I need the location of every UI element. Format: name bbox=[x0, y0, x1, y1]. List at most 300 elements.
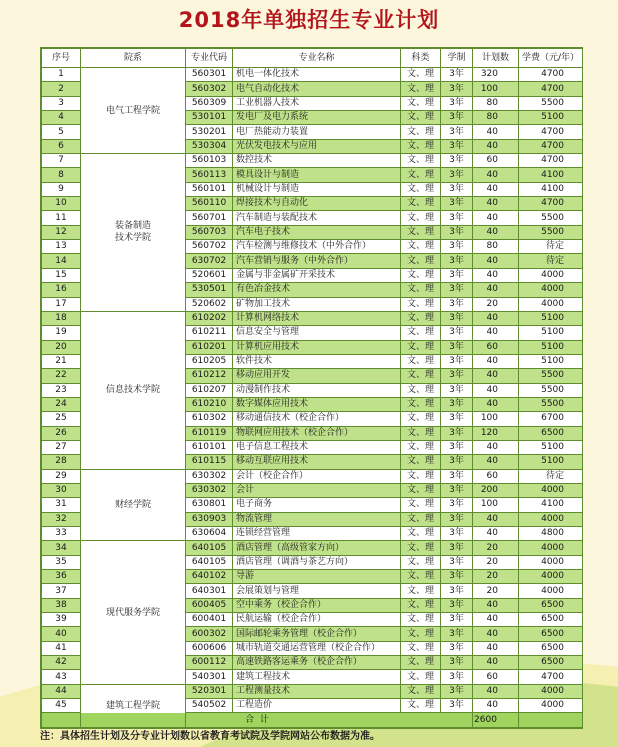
tuition-fee: 6500 bbox=[519, 627, 583, 641]
plan-count: 40 bbox=[473, 656, 519, 670]
plan-count: 40 bbox=[473, 139, 519, 153]
major-code: 560103 bbox=[186, 154, 233, 168]
plan-count: 100 bbox=[473, 82, 519, 96]
major-name: 信息安全与管理 bbox=[233, 326, 401, 340]
study-years: 3年 bbox=[441, 326, 473, 340]
major-code: 630604 bbox=[186, 527, 233, 541]
row-no: 27 bbox=[42, 440, 81, 454]
major-code: 600302 bbox=[186, 627, 233, 641]
row-no: 34 bbox=[42, 541, 81, 555]
major-code: 560702 bbox=[186, 240, 233, 254]
subject-type: 文、理 bbox=[401, 455, 441, 469]
row-no: 3 bbox=[42, 96, 81, 110]
major-code: 610210 bbox=[186, 397, 233, 411]
study-years: 3年 bbox=[441, 168, 473, 182]
subject-type: 文、理 bbox=[401, 541, 441, 555]
major-name: 工程测量技术 bbox=[233, 684, 401, 698]
major-name: 导游 bbox=[233, 570, 401, 584]
row-no: 8 bbox=[42, 168, 81, 182]
plan-count: 40 bbox=[473, 225, 519, 239]
major-code: 610211 bbox=[186, 326, 233, 340]
row-no: 1 bbox=[42, 68, 81, 82]
subject-type: 文、理 bbox=[401, 340, 441, 354]
plan-count: 60 bbox=[473, 154, 519, 168]
major-name: 连锁经营管理 bbox=[233, 527, 401, 541]
tuition-fee: 6700 bbox=[519, 412, 583, 426]
row-no: 23 bbox=[42, 383, 81, 397]
major-code: 560113 bbox=[186, 168, 233, 182]
table-row bbox=[42, 311, 583, 325]
plan-count: 40 bbox=[473, 369, 519, 383]
study-years: 3年 bbox=[441, 541, 473, 555]
major-name: 汽车检测与维修技术（中外合作） bbox=[233, 240, 401, 254]
row-no: 10 bbox=[42, 197, 81, 211]
subject-type: 文、理 bbox=[401, 225, 441, 239]
major-code: 630302 bbox=[186, 469, 233, 483]
college-name: 电气工程学院 bbox=[81, 68, 186, 154]
row-no: 4 bbox=[42, 111, 81, 125]
major-code: 610202 bbox=[186, 311, 233, 325]
study-years: 3年 bbox=[441, 598, 473, 612]
tuition-fee: 4000 bbox=[519, 684, 583, 698]
major-code: 540301 bbox=[186, 670, 233, 684]
row-no: 21 bbox=[42, 354, 81, 368]
major-name: 电子商务 bbox=[233, 498, 401, 512]
header-fee: 学费（元/年） bbox=[519, 49, 583, 68]
plan-count: 40 bbox=[473, 527, 519, 541]
row-no: 22 bbox=[42, 369, 81, 383]
study-years: 3年 bbox=[441, 68, 473, 82]
major-name: 酒店管理（高级管家方向） bbox=[233, 541, 401, 555]
subject-type: 文、理 bbox=[401, 627, 441, 641]
study-years: 3年 bbox=[441, 684, 473, 698]
plan-count: 40 bbox=[473, 197, 519, 211]
subject-type: 文、理 bbox=[401, 125, 441, 139]
row-no: 17 bbox=[42, 297, 81, 311]
major-name: 工业机器人技术 bbox=[233, 96, 401, 110]
study-years: 3年 bbox=[441, 369, 473, 383]
row-no: 13 bbox=[42, 240, 81, 254]
plan-count: 40 bbox=[473, 182, 519, 196]
subject-type: 文、理 bbox=[401, 254, 441, 268]
major-code: 610205 bbox=[186, 354, 233, 368]
subject-type: 文、理 bbox=[401, 555, 441, 569]
major-name: 机械设计与制造 bbox=[233, 182, 401, 196]
college-name: 建筑工程学院 bbox=[81, 684, 186, 727]
study-years: 3年 bbox=[441, 82, 473, 96]
row-no: 41 bbox=[42, 641, 81, 655]
subject-type: 文、理 bbox=[401, 354, 441, 368]
total-label: 合 计 bbox=[42, 713, 473, 727]
row-no: 36 bbox=[42, 570, 81, 584]
major-code: 520601 bbox=[186, 268, 233, 282]
total-row bbox=[42, 713, 583, 727]
major-name: 数字媒体应用技术 bbox=[233, 397, 401, 411]
plan-count: 80 bbox=[473, 240, 519, 254]
subject-type: 文、理 bbox=[401, 498, 441, 512]
study-years: 3年 bbox=[441, 527, 473, 541]
major-code: 610212 bbox=[186, 369, 233, 383]
tuition-fee: 4700 bbox=[519, 197, 583, 211]
major-name: 工程造价 bbox=[233, 699, 401, 713]
tuition-fee: 4000 bbox=[519, 584, 583, 598]
major-name: 民航运输（校企合作） bbox=[233, 613, 401, 627]
plan-count: 40 bbox=[473, 168, 519, 182]
study-years: 3年 bbox=[441, 254, 473, 268]
subject-type: 文、理 bbox=[401, 598, 441, 612]
major-name: 数控技术 bbox=[233, 154, 401, 168]
plan-count: 20 bbox=[473, 297, 519, 311]
tuition-fee: 4000 bbox=[519, 283, 583, 297]
tuition-fee: 4000 bbox=[519, 512, 583, 526]
row-no: 19 bbox=[42, 326, 81, 340]
major-name: 移动应用开发 bbox=[233, 369, 401, 383]
plan-count: 40 bbox=[473, 311, 519, 325]
subject-type: 文、理 bbox=[401, 240, 441, 254]
tuition-fee: 4700 bbox=[519, 82, 583, 96]
study-years: 3年 bbox=[441, 154, 473, 168]
plan-count: 320 bbox=[473, 68, 519, 82]
subject-type: 文、理 bbox=[401, 211, 441, 225]
tuition-fee: 5100 bbox=[519, 311, 583, 325]
major-name: 电厂热能动力装置 bbox=[233, 125, 401, 139]
row-no: 16 bbox=[42, 283, 81, 297]
major-name: 酒店管理（调酒与茶艺方向） bbox=[233, 555, 401, 569]
tuition-fee: 5500 bbox=[519, 96, 583, 110]
subject-type: 文、理 bbox=[401, 684, 441, 698]
row-no: 30 bbox=[42, 483, 81, 497]
major-name: 电气自动化技术 bbox=[233, 82, 401, 96]
college-name: 信息技术学院 bbox=[81, 311, 186, 469]
major-code: 560701 bbox=[186, 211, 233, 225]
subject-type: 文、理 bbox=[401, 641, 441, 655]
major-name: 矿物加工技术 bbox=[233, 297, 401, 311]
tuition-fee: 5100 bbox=[519, 455, 583, 469]
college-name: 现代服务学院 bbox=[81, 541, 186, 684]
study-years: 3年 bbox=[441, 268, 473, 282]
major-name: 建筑工程技术 bbox=[233, 670, 401, 684]
header-plan: 计划数 bbox=[473, 49, 519, 68]
plan-count: 40 bbox=[473, 397, 519, 411]
study-years: 3年 bbox=[441, 440, 473, 454]
row-no: 2 bbox=[42, 82, 81, 96]
subject-type: 文、理 bbox=[401, 68, 441, 82]
major-code: 520301 bbox=[186, 684, 233, 698]
major-code: 640102 bbox=[186, 570, 233, 584]
study-years: 3年 bbox=[441, 570, 473, 584]
page-title: 2018年单独招生专业计划 bbox=[178, 8, 440, 32]
major-code: 560309 bbox=[186, 96, 233, 110]
tuition-fee: 待定 bbox=[519, 254, 583, 268]
major-name: 机电一体化技术 bbox=[233, 68, 401, 82]
plan-count: 40 bbox=[473, 326, 519, 340]
plan-count: 100 bbox=[473, 498, 519, 512]
study-years: 3年 bbox=[441, 455, 473, 469]
table-row bbox=[42, 68, 583, 82]
major-name: 移动通信技术（校企合作） bbox=[233, 412, 401, 426]
tuition-fee: 5500 bbox=[519, 211, 583, 225]
row-no: 14 bbox=[42, 254, 81, 268]
study-years: 3年 bbox=[441, 641, 473, 655]
row-no: 24 bbox=[42, 397, 81, 411]
plan-count: 40 bbox=[473, 512, 519, 526]
table-body bbox=[42, 68, 583, 728]
plan-count: 60 bbox=[473, 670, 519, 684]
row-no: 31 bbox=[42, 498, 81, 512]
tuition-fee: 4000 bbox=[519, 483, 583, 497]
major-name: 会展策划与管理 bbox=[233, 584, 401, 598]
study-years: 3年 bbox=[441, 354, 473, 368]
study-years: 3年 bbox=[441, 656, 473, 670]
plan-count: 40 bbox=[473, 455, 519, 469]
tuition-fee: 6500 bbox=[519, 613, 583, 627]
major-code: 600606 bbox=[186, 641, 233, 655]
subject-type: 文、理 bbox=[401, 383, 441, 397]
tuition-fee: 5100 bbox=[519, 340, 583, 354]
study-years: 3年 bbox=[441, 426, 473, 440]
row-no: 32 bbox=[42, 512, 81, 526]
subject-type: 文、理 bbox=[401, 483, 441, 497]
tuition-fee: 4000 bbox=[519, 268, 583, 282]
major-code: 560301 bbox=[186, 68, 233, 82]
plan-count: 40 bbox=[473, 699, 519, 713]
major-code: 530304 bbox=[186, 139, 233, 153]
subject-type: 文、理 bbox=[401, 139, 441, 153]
major-name: 物联网应用技术（校企合作） bbox=[233, 426, 401, 440]
major-name: 汽车电子技术 bbox=[233, 225, 401, 239]
tuition-fee: 4700 bbox=[519, 68, 583, 82]
major-name: 高速铁路客运乘务（校企合作） bbox=[233, 656, 401, 670]
study-years: 3年 bbox=[441, 383, 473, 397]
subject-type: 文、理 bbox=[401, 412, 441, 426]
plan-count: 40 bbox=[473, 354, 519, 368]
study-years: 3年 bbox=[441, 225, 473, 239]
major-code: 630302 bbox=[186, 483, 233, 497]
total-plan: 2600 bbox=[473, 713, 519, 727]
college-name: 财经学院 bbox=[81, 469, 186, 541]
plan-count: 60 bbox=[473, 340, 519, 354]
subject-type: 文、理 bbox=[401, 397, 441, 411]
enrollment-plan-table bbox=[41, 48, 583, 728]
table-row bbox=[42, 541, 583, 555]
subject-type: 文、理 bbox=[401, 154, 441, 168]
subject-type: 文、理 bbox=[401, 670, 441, 684]
study-years: 3年 bbox=[441, 699, 473, 713]
major-code: 600401 bbox=[186, 613, 233, 627]
row-no: 20 bbox=[42, 340, 81, 354]
subject-type: 文、理 bbox=[401, 512, 441, 526]
subject-type: 文、理 bbox=[401, 168, 441, 182]
tuition-fee: 5100 bbox=[519, 354, 583, 368]
study-years: 3年 bbox=[441, 125, 473, 139]
plan-count: 40 bbox=[473, 613, 519, 627]
table-header-row bbox=[42, 49, 583, 68]
tuition-fee: 5500 bbox=[519, 225, 583, 239]
row-no: 40 bbox=[42, 627, 81, 641]
row-no: 29 bbox=[42, 469, 81, 483]
plan-count: 40 bbox=[473, 125, 519, 139]
row-no: 5 bbox=[42, 125, 81, 139]
study-years: 3年 bbox=[441, 240, 473, 254]
study-years: 3年 bbox=[441, 555, 473, 569]
tuition-fee: 5100 bbox=[519, 326, 583, 340]
subject-type: 文、理 bbox=[401, 613, 441, 627]
header-years: 学制 bbox=[441, 49, 473, 68]
subject-type: 文、理 bbox=[401, 182, 441, 196]
major-name: 光伏发电技术与应用 bbox=[233, 139, 401, 153]
plan-count: 40 bbox=[473, 268, 519, 282]
study-years: 3年 bbox=[441, 311, 473, 325]
study-years: 3年 bbox=[441, 182, 473, 196]
row-no: 43 bbox=[42, 670, 81, 684]
major-name: 空中乘务（校企合作） bbox=[233, 598, 401, 612]
study-years: 3年 bbox=[441, 627, 473, 641]
major-name: 汽车制造与装配技术 bbox=[233, 211, 401, 225]
study-years: 3年 bbox=[441, 139, 473, 153]
study-years: 3年 bbox=[441, 613, 473, 627]
major-code: 600405 bbox=[186, 598, 233, 612]
plan-count: 200 bbox=[473, 483, 519, 497]
major-code: 610119 bbox=[186, 426, 233, 440]
study-years: 3年 bbox=[441, 283, 473, 297]
study-years: 3年 bbox=[441, 297, 473, 311]
tuition-fee: 4000 bbox=[519, 541, 583, 555]
major-name: 计算机应用技术 bbox=[233, 340, 401, 354]
tuition-fee: 6500 bbox=[519, 598, 583, 612]
major-code: 530501 bbox=[186, 283, 233, 297]
row-no: 15 bbox=[42, 268, 81, 282]
subject-type: 文、理 bbox=[401, 326, 441, 340]
major-name: 移动互联应用技术 bbox=[233, 455, 401, 469]
major-name: 发电厂及电力系统 bbox=[233, 111, 401, 125]
row-no: 7 bbox=[42, 154, 81, 168]
major-name: 焊接技术与自动化 bbox=[233, 197, 401, 211]
plan-count: 20 bbox=[473, 584, 519, 598]
major-code: 630903 bbox=[186, 512, 233, 526]
tuition-fee: 6500 bbox=[519, 641, 583, 655]
subject-type: 文、理 bbox=[401, 426, 441, 440]
major-code: 610115 bbox=[186, 455, 233, 469]
study-years: 3年 bbox=[441, 469, 473, 483]
subject-type: 文、理 bbox=[401, 82, 441, 96]
tuition-fee: 5100 bbox=[519, 111, 583, 125]
major-code: 560110 bbox=[186, 197, 233, 211]
major-name: 物流管理 bbox=[233, 512, 401, 526]
major-code: 640105 bbox=[186, 555, 233, 569]
subject-type: 文、理 bbox=[401, 283, 441, 297]
row-no: 9 bbox=[42, 182, 81, 196]
major-code: 540502 bbox=[186, 699, 233, 713]
major-code: 640301 bbox=[186, 584, 233, 598]
major-name: 电子信息工程技术 bbox=[233, 440, 401, 454]
major-name: 会计（校企合作） bbox=[233, 469, 401, 483]
study-years: 3年 bbox=[441, 211, 473, 225]
footnote: 注：具体招生计划及分专业计划数以省教育考试院及学院网站公布数据为准。 bbox=[40, 731, 380, 742]
plan-count: 100 bbox=[473, 412, 519, 426]
major-code: 610201 bbox=[186, 340, 233, 354]
major-name: 汽车营销与服务（中外合作） bbox=[233, 254, 401, 268]
study-years: 3年 bbox=[441, 498, 473, 512]
tuition-fee: 4700 bbox=[519, 154, 583, 168]
study-years: 3年 bbox=[441, 412, 473, 426]
major-name: 金属与非金属矿开采技术 bbox=[233, 268, 401, 282]
plan-count: 40 bbox=[473, 598, 519, 612]
row-no: 11 bbox=[42, 211, 81, 225]
subject-type: 文、理 bbox=[401, 656, 441, 670]
major-code: 530201 bbox=[186, 125, 233, 139]
plan-count: 20 bbox=[473, 541, 519, 555]
plan-count: 120 bbox=[473, 426, 519, 440]
plan-count: 20 bbox=[473, 555, 519, 569]
tuition-fee: 4100 bbox=[519, 498, 583, 512]
study-years: 3年 bbox=[441, 512, 473, 526]
header-type: 科类 bbox=[401, 49, 441, 68]
major-code: 630702 bbox=[186, 254, 233, 268]
subject-type: 文、理 bbox=[401, 311, 441, 325]
subject-type: 文、理 bbox=[401, 584, 441, 598]
major-code: 610101 bbox=[186, 440, 233, 454]
tuition-fee: 5500 bbox=[519, 383, 583, 397]
tuition-fee: 4000 bbox=[519, 555, 583, 569]
major-name: 有色冶金技术 bbox=[233, 283, 401, 297]
header-major-name: 专业名称 bbox=[233, 49, 401, 68]
study-years: 3年 bbox=[441, 340, 473, 354]
major-code: 530101 bbox=[186, 111, 233, 125]
row-no: 37 bbox=[42, 584, 81, 598]
tuition-fee: 5500 bbox=[519, 397, 583, 411]
row-no: 44 bbox=[42, 684, 81, 698]
tuition-fee: 5100 bbox=[519, 440, 583, 454]
tuition-fee: 4100 bbox=[519, 168, 583, 182]
major-name: 软件技术 bbox=[233, 354, 401, 368]
row-no: 33 bbox=[42, 527, 81, 541]
table-row bbox=[42, 154, 583, 168]
tuition-fee: 4800 bbox=[519, 527, 583, 541]
subject-type: 文、理 bbox=[401, 96, 441, 110]
plan-count: 40 bbox=[473, 211, 519, 225]
row-no: 38 bbox=[42, 598, 81, 612]
row-no: 35 bbox=[42, 555, 81, 569]
subject-type: 文、理 bbox=[401, 570, 441, 584]
plan-count: 40 bbox=[473, 627, 519, 641]
tuition-fee: 4700 bbox=[519, 670, 583, 684]
plan-count: 80 bbox=[473, 111, 519, 125]
tuition-fee: 待定 bbox=[519, 469, 583, 483]
subject-type: 文、理 bbox=[401, 440, 441, 454]
study-years: 3年 bbox=[441, 96, 473, 110]
subject-type: 文、理 bbox=[401, 699, 441, 713]
college-name: 装备制造 技术学院 bbox=[81, 154, 186, 312]
major-code: 560703 bbox=[186, 225, 233, 239]
tuition-fee: 待定 bbox=[519, 240, 583, 254]
plan-count: 20 bbox=[473, 570, 519, 584]
study-years: 3年 bbox=[441, 197, 473, 211]
major-code: 610302 bbox=[186, 412, 233, 426]
subject-type: 文、理 bbox=[401, 369, 441, 383]
major-name: 模具设计与制造 bbox=[233, 168, 401, 182]
major-name: 城市轨道交通运营管理（校企合作） bbox=[233, 641, 401, 655]
subject-type: 文、理 bbox=[401, 111, 441, 125]
enrollment-plan-table-wrap bbox=[40, 47, 583, 729]
study-years: 3年 bbox=[441, 584, 473, 598]
major-code: 560302 bbox=[186, 82, 233, 96]
header-no: 序号 bbox=[42, 49, 81, 68]
row-no: 45 bbox=[42, 699, 81, 713]
table-row bbox=[42, 684, 583, 698]
major-name: 动漫制作技术 bbox=[233, 383, 401, 397]
subject-type: 文、理 bbox=[401, 197, 441, 211]
plan-count: 60 bbox=[473, 469, 519, 483]
